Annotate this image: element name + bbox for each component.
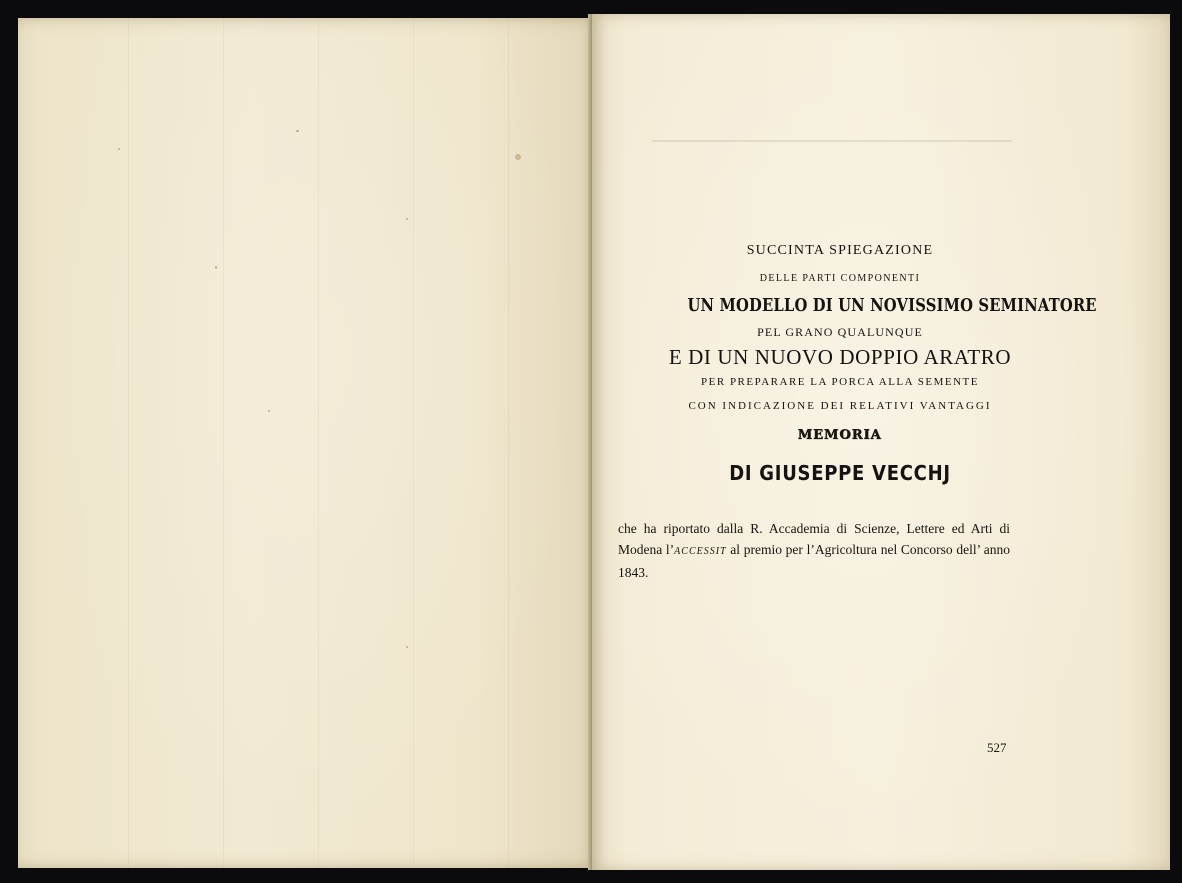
citation-text-part2: al premio per l’Agricoltura nel Concorso dell’ anno 1843. bbox=[618, 541, 1010, 580]
paper-speck bbox=[406, 218, 408, 220]
author-line: DI GIUSEPPE VECCHJ bbox=[729, 461, 951, 485]
heading-line-1: SUCCINTA SPIEGAZIONE bbox=[746, 243, 934, 258]
citation-text-part1: che ha riportato dalla R. Accademia di Scienze, Lettere ed Arti di Modena l’ bbox=[618, 520, 1010, 557]
paper-chain-line bbox=[318, 18, 319, 868]
paper-speck bbox=[118, 148, 120, 150]
paper-stain bbox=[515, 154, 521, 160]
paper-chain-line bbox=[223, 18, 224, 868]
paper-speck bbox=[215, 266, 217, 269]
paper-speck bbox=[406, 646, 408, 648]
paper-speck bbox=[296, 130, 299, 132]
paper-chain-line bbox=[128, 18, 129, 868]
memoria-label: MEMORIA bbox=[798, 428, 882, 443]
paper-speck bbox=[268, 410, 270, 412]
heading-line-5: E DI UN NUOVO DOPPIO ARATRO bbox=[668, 345, 1012, 369]
page-number: 527 bbox=[987, 740, 1007, 755]
heading-line-4: PEL GRANO QUALUNQUE bbox=[757, 325, 923, 339]
citation-emphasis: ACCESSIT bbox=[674, 545, 727, 557]
heading-line-3: UN MODELLO DI UN NOVISSIMO SEMINATORE bbox=[687, 295, 1097, 316]
left-page-blank bbox=[18, 18, 596, 868]
paper-chain-line bbox=[413, 18, 414, 868]
show-through-text bbox=[652, 134, 1097, 514]
citation-paragraph bbox=[618, 518, 1010, 583]
heading-line-6: PER PREPARARE LA PORCA ALLA SEMENTE bbox=[701, 376, 979, 388]
heading-line-7: CON INDICAZIONE DEI RELATIVI VANTAGGI bbox=[688, 400, 992, 412]
right-page-title bbox=[592, 14, 1170, 870]
heading-line-2: DELLE PARTI COMPONENTI bbox=[759, 273, 921, 284]
paper-chain-line bbox=[508, 18, 509, 868]
